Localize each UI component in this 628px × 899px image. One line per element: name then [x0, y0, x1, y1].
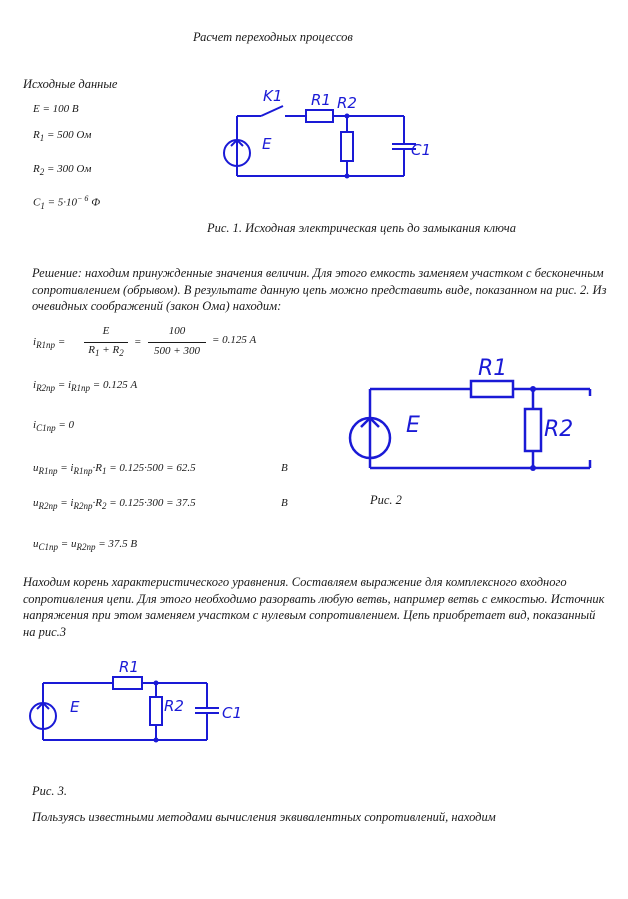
- eq-frac1-den: $R_1 + R_2$: [88, 344, 124, 359]
- eq-u-r1-unit: В: [281, 462, 288, 474]
- eq-i-r1-result: = 0.125 A: [212, 334, 257, 346]
- given-e: E = 100 В: [33, 103, 79, 115]
- solution-paragraph: Решение: находим принужденные значения величин. Для этого емкость заменяем участком с бесконечным сопротивлением (обрывом). В результате данную цепь можно представить виде, показанном на рис. 2. Из очевидных соображений (закон Ома) находим:: [32, 266, 607, 313]
- given-heading: Исходные данные: [23, 77, 118, 91]
- eq-u-r2: $u_{R2пр} = i_{R2пр}\cdot R_2 = 0.125\cdot 300 = 37.5$: [33, 497, 196, 512]
- fig3-resistor-r1-icon: [113, 677, 142, 689]
- fig3-label-r2: R2: [164, 697, 184, 715]
- eq-i-r2: $i_{R2пр} = i_{R1пр} = 0.125$ A: [33, 379, 138, 394]
- page-title: Расчет переходных процессов: [193, 30, 353, 44]
- eq-frac1-num: E: [102, 325, 110, 337]
- eq-u-r1: $u_{R1пр} = i_{R1пр}\cdot R_1 = 0.125\cdot 500 = 62.5$: [33, 462, 196, 477]
- fig1-label-e: E: [262, 135, 272, 153]
- fig2-label-e: E: [406, 413, 420, 438]
- eq-frac2-den: 500 + 300: [154, 345, 200, 357]
- eq-u-r2-unit: В: [281, 497, 288, 509]
- closing-sentence: Пользуясь известными методами вычисления эквивалентных сопротивлений, находим: [32, 810, 496, 824]
- eq-i-c1: $i_{C1пр} = 0$: [33, 419, 75, 434]
- fig1-label-k1: K1: [263, 87, 283, 105]
- given-r2: $R_2 = 300$ Ом: [33, 163, 92, 178]
- eq-u-c1: $u_{C1пр} = u_{R2пр} = 37.5$ В: [33, 538, 138, 553]
- fig3-caption: Рис. 3.: [32, 784, 68, 798]
- fig3-label-r1: R1: [119, 658, 139, 676]
- fig3-label-e: E: [70, 698, 80, 716]
- fig3-resistor-r2-icon: [150, 697, 162, 725]
- fig2-label-r2: R2: [544, 417, 574, 442]
- given-r1: $R_1 = 500$ Ом: [33, 129, 92, 144]
- fig2-caption: Рис. 2: [370, 493, 402, 507]
- fig1-label-r1: R1: [311, 91, 331, 109]
- fig1-caption: Рис. 1. Исходная электрическая цепь до замыкания ключа: [207, 221, 516, 235]
- characteristic-paragraph: Находим корень характеристического уравнения. Составляем выражение для комплексного входного сопротивления цепи. Для этого необходимо разорвать любую ветвь, например ветвь с емкостью. Источник напряжения при этом заменяем участком с нулевым сопротивлением. Цепь приобретает вид, показанный на рис.3: [23, 575, 605, 639]
- eq-frac2-num: 100: [168, 325, 186, 337]
- fig3-label-c1: C1: [222, 704, 243, 722]
- eq-i-r1: $i_{R1пр}$ =: [33, 336, 66, 351]
- eq-frac-equals: =: [134, 336, 142, 348]
- given-c1: $C_1 = 5\cdot 10^{- 6}$ Ф: [33, 194, 101, 211]
- fig2-label-r1: R1: [478, 356, 508, 381]
- fig1-label-r2: R2: [337, 94, 357, 112]
- fig1-label-c1: C1: [411, 141, 432, 159]
